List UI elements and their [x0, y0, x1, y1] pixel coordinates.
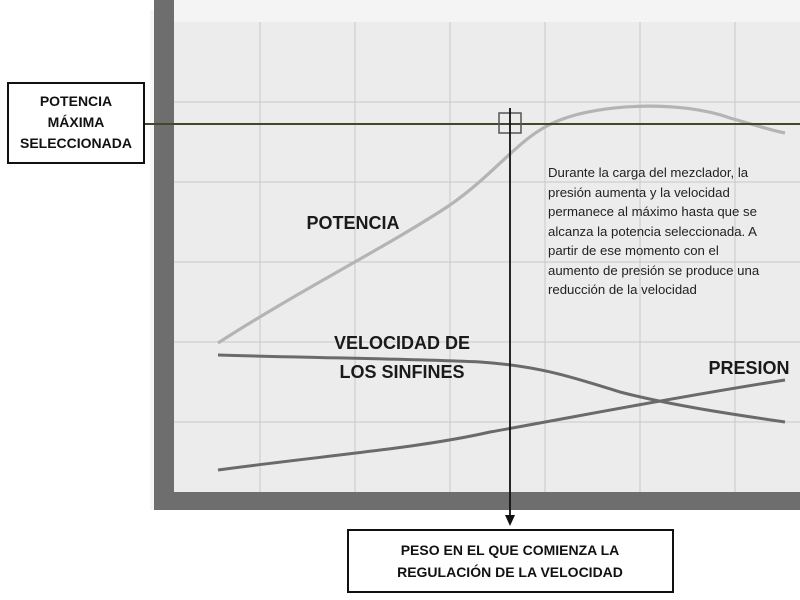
max-power-box-line2: MÁXIMA — [47, 114, 105, 130]
velocidad-label-line2: LOS SINFINES — [339, 362, 465, 382]
description-line: alcanza la potencia seleccionada. A — [548, 223, 757, 239]
max-power-box-line3: SELECCIONADA — [19, 135, 133, 151]
velocidad-label-line1: VELOCIDAD DE — [333, 333, 471, 353]
description-line: permanece al máximo hasta que se — [548, 204, 757, 219]
description-line: Durante la carga del mezclador, la — [548, 165, 749, 180]
description-line: reducción de la velocidad — [548, 282, 697, 297]
description-line: aumento de presión se produce una — [548, 262, 760, 278]
potencia-label: POTENCIA — [306, 213, 400, 233]
regulation-box-line2: REGULACIÓN DE LA VELOCIDAD — [397, 564, 623, 580]
max-power-box-line1: POTENCIA — [39, 93, 113, 109]
presion-label: PRESION — [708, 358, 790, 378]
regulation-box-line1: PESO EN EL QUE COMIENZA LA — [400, 542, 620, 558]
description-text — [548, 163, 798, 300]
description-line: presión aumenta y la velocidad — [548, 184, 730, 200]
top-strip — [174, 0, 800, 22]
regulation-box — [348, 530, 673, 592]
description-line: partir de ese momento con el — [548, 243, 719, 258]
regulation-arrow-head — [505, 515, 515, 526]
